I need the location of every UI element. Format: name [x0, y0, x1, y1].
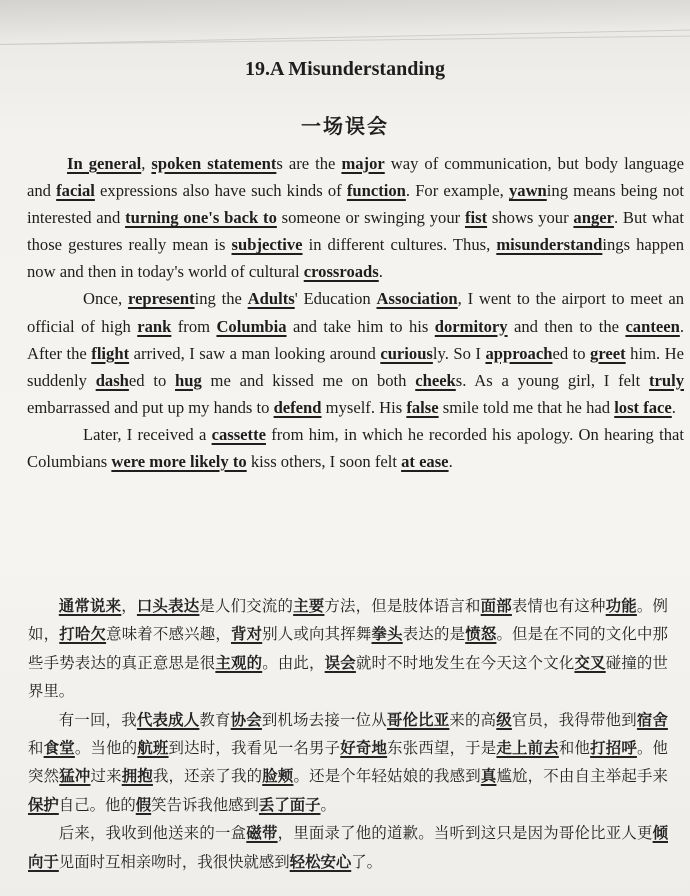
text-run: .	[378, 262, 383, 282]
lesson-subtitle: 一场误会	[301, 114, 389, 138]
vocab-keyword: 航班	[137, 739, 169, 758]
vocab-keyword: 宿舍	[636, 710, 668, 729]
vocab-keyword: 走上前去	[496, 739, 559, 758]
text-run: 有一回，我	[58, 710, 137, 729]
text-run: 别人或向其挥舞	[262, 625, 372, 644]
text-run: ing the	[194, 289, 248, 309]
text-run: 是人们交流的	[199, 597, 294, 615]
page-fold	[0, 0, 690, 45]
text-run: 表达的是	[402, 625, 466, 644]
vocab-keyword: 面部	[480, 597, 512, 615]
text-run: 尴尬，不由自主举起手来	[496, 767, 668, 786]
text-run: 到机场去接一位从	[261, 710, 387, 729]
text-run: ly. So I	[432, 343, 486, 363]
vocab-keyword: hug	[175, 370, 202, 390]
vocab-keyword: 保护	[28, 795, 59, 814]
text-run: 。当他的	[74, 739, 138, 758]
text-run: 表情也有这种	[511, 597, 606, 615]
vocab-keyword: Columbia	[216, 316, 287, 336]
text-run: from him, in which he recorded his apology. On hearing that Columbians	[27, 424, 684, 472]
chinese-paragraph	[28, 706, 668, 820]
text-run: in different cultures. Thus,	[302, 235, 497, 255]
text-run: someone or swinging your	[276, 208, 465, 228]
vocab-keyword: function	[346, 181, 406, 201]
vocab-keyword: 背对	[230, 625, 263, 644]
text-run: 。由此，	[262, 653, 325, 672]
vocab-keyword: 脸颊	[262, 767, 294, 786]
vocab-keyword: defend	[273, 397, 322, 417]
chinese-paragraph	[28, 819, 668, 876]
text-run: s. As a young girl, I felt	[455, 370, 649, 390]
vocab-keyword: facial	[56, 181, 95, 201]
text-run: ed to	[128, 370, 176, 390]
text-run: 就时不时地发生在今天这个文化	[355, 653, 575, 672]
vocab-keyword: greet	[590, 343, 626, 363]
vocab-keyword: 磁带	[246, 824, 278, 843]
text-run: . But what those gestures really mean is	[27, 208, 684, 255]
text-run: , I went to the airport to meet an official of high	[27, 289, 684, 336]
english-paragraph	[27, 150, 684, 285]
vocab-keyword: 主观的	[215, 653, 263, 672]
vocab-keyword: 哥伦比亚	[386, 710, 450, 729]
vocab-keyword: 假	[135, 795, 152, 814]
vocab-keyword: 倾向于	[28, 824, 668, 871]
vocab-keyword: 主要	[293, 597, 325, 615]
vocab-keyword: truly	[648, 370, 684, 390]
text-run: myself. His	[321, 397, 407, 417]
english-paragraph	[27, 285, 684, 420]
vocab-keyword: 真	[480, 767, 497, 786]
vocab-keyword: dash	[95, 370, 129, 390]
vocab-keyword: 拳头	[371, 625, 403, 644]
text-run: arrived, I saw a man looking around	[129, 343, 381, 363]
vocab-keyword: Adults	[247, 289, 295, 309]
text-run: Once,	[83, 289, 128, 309]
vocab-keyword: spoken statement	[151, 154, 277, 173]
text-run: way of communication, but body language and	[27, 154, 685, 201]
vocab-keyword: 级	[496, 710, 512, 729]
vocab-keyword: were more likely to	[111, 452, 247, 472]
text-run: from	[171, 316, 217, 336]
vocab-keyword: 丢了面子	[258, 795, 321, 814]
text-run: 过来	[90, 767, 122, 786]
text-run: 。	[320, 795, 336, 814]
vocab-keyword: 功能	[605, 597, 637, 615]
vocab-keyword: false	[406, 397, 439, 417]
vocab-keyword: yawn	[508, 181, 547, 201]
chinese-paragraph	[28, 592, 668, 706]
text-run: 方法，但是肢体语言和	[324, 597, 481, 615]
text-run: 。例如，	[28, 597, 668, 644]
text-run: .	[671, 397, 676, 417]
vocab-keyword: flight	[91, 343, 130, 363]
vocab-keyword: misunderstand	[496, 235, 603, 255]
text-run: shows your	[487, 208, 574, 228]
text-run: expressions also have such kinds of	[94, 181, 347, 201]
vocab-keyword: represent	[127, 289, 195, 309]
text-run: 和	[28, 739, 44, 758]
vocab-keyword: 协会	[230, 710, 262, 729]
vocab-keyword: 食堂	[43, 739, 75, 758]
text-run: ed to	[552, 343, 591, 363]
text-run: 教育	[199, 710, 231, 729]
vocab-keyword: 代表成人	[136, 710, 200, 729]
text-run: s are the	[276, 154, 342, 173]
english-text	[27, 150, 684, 475]
vocab-keyword: subjective	[231, 235, 303, 255]
vocab-keyword: fist	[464, 208, 488, 228]
vocab-keyword: approach	[485, 343, 553, 363]
chinese-translation	[28, 592, 668, 876]
text-run: ing means being not interested and	[27, 181, 684, 228]
vocab-keyword: anger	[573, 208, 614, 228]
vocab-keyword: 交叉	[574, 653, 606, 672]
text-run: 来的高	[449, 710, 497, 729]
vocab-keyword: 好奇地	[340, 739, 388, 758]
vocab-keyword: curious	[380, 343, 433, 363]
text-run: . For example,	[405, 181, 509, 201]
text-run: ,	[141, 154, 152, 173]
vocab-keyword: dormitory	[434, 316, 508, 336]
text-run: 碰撞的世界里。	[28, 653, 668, 701]
text-run: 后来，我收到他送来的一盒	[58, 824, 247, 843]
text-run: ，里面录了他的道歉。当听到这只是因为哥伦比亚人更	[277, 824, 653, 843]
text-run: 。还是个年轻姑娘的我感到	[293, 767, 481, 786]
vocab-keyword: 口头表达	[136, 597, 200, 615]
vocab-keyword: turning one's back to	[125, 208, 277, 228]
text-run: Later, I received a	[83, 424, 212, 444]
text-run: 官员，我得带他到	[511, 710, 637, 729]
vocab-keyword: 猛冲	[59, 767, 91, 786]
vocab-keyword: at ease	[401, 452, 449, 472]
vocab-keyword: 拥抱	[121, 767, 153, 786]
vocab-keyword: cassette	[211, 424, 266, 444]
vocab-keyword: 打哈欠	[59, 625, 107, 644]
vocab-keyword: major	[341, 154, 385, 173]
text-run: 。他突然	[28, 739, 668, 786]
text-run: ，	[121, 597, 137, 615]
text-run: kiss others, I soon felt	[246, 452, 402, 472]
vocab-keyword: crossroads	[303, 262, 379, 282]
vocab-keyword: cheek	[415, 370, 456, 390]
text-run: 。但是在不同的文化中那些手势表达的真正意思是很	[28, 625, 668, 672]
text-run: 见面时互相亲吻时，我很快就感到	[58, 852, 290, 871]
vocab-keyword: 误会	[324, 653, 356, 672]
text-run: embarrassed and put up my hands to	[27, 397, 274, 417]
text-run: 自己。他的	[58, 795, 136, 814]
text-run: 东张西望，于是	[387, 739, 497, 758]
text-run: and take him to his	[286, 316, 435, 336]
text-run: 了。	[351, 852, 383, 871]
text-run: and then to the	[507, 316, 626, 336]
text-run: smile told me that he had	[438, 397, 615, 417]
vocab-keyword: 愤怒	[465, 625, 497, 644]
text-run: him. He suddenly	[27, 343, 684, 390]
vocab-keyword: In general	[67, 154, 142, 173]
text-run: .	[448, 452, 453, 472]
vocab-keyword: 通常说来	[58, 597, 122, 615]
vocab-keyword: canteen	[625, 316, 680, 336]
english-paragraph	[27, 421, 684, 475]
text-run: 和他	[558, 739, 591, 758]
text-run: 笑告诉我他感到	[151, 795, 259, 814]
text-run: ings happen now and then in today's world of cultural	[27, 235, 685, 282]
vocab-keyword: 轻松安心	[289, 852, 352, 871]
vocab-keyword: Association	[376, 289, 458, 309]
lesson-title: 19.A Misunderstanding	[244, 58, 446, 80]
vocab-keyword: 打招呼	[590, 739, 637, 758]
text-run: me and kissed me on both	[201, 370, 416, 390]
vocab-keyword: lost face	[614, 397, 672, 417]
text-run: . After the	[27, 316, 684, 363]
text-run: 我，还亲了我的	[152, 767, 263, 786]
text-run: ' Education	[294, 289, 377, 309]
text-run: 意味着不感兴趣，	[106, 625, 231, 644]
text-run: 到达时，我看见一名男子	[168, 739, 341, 758]
vocab-keyword: rank	[137, 316, 172, 336]
